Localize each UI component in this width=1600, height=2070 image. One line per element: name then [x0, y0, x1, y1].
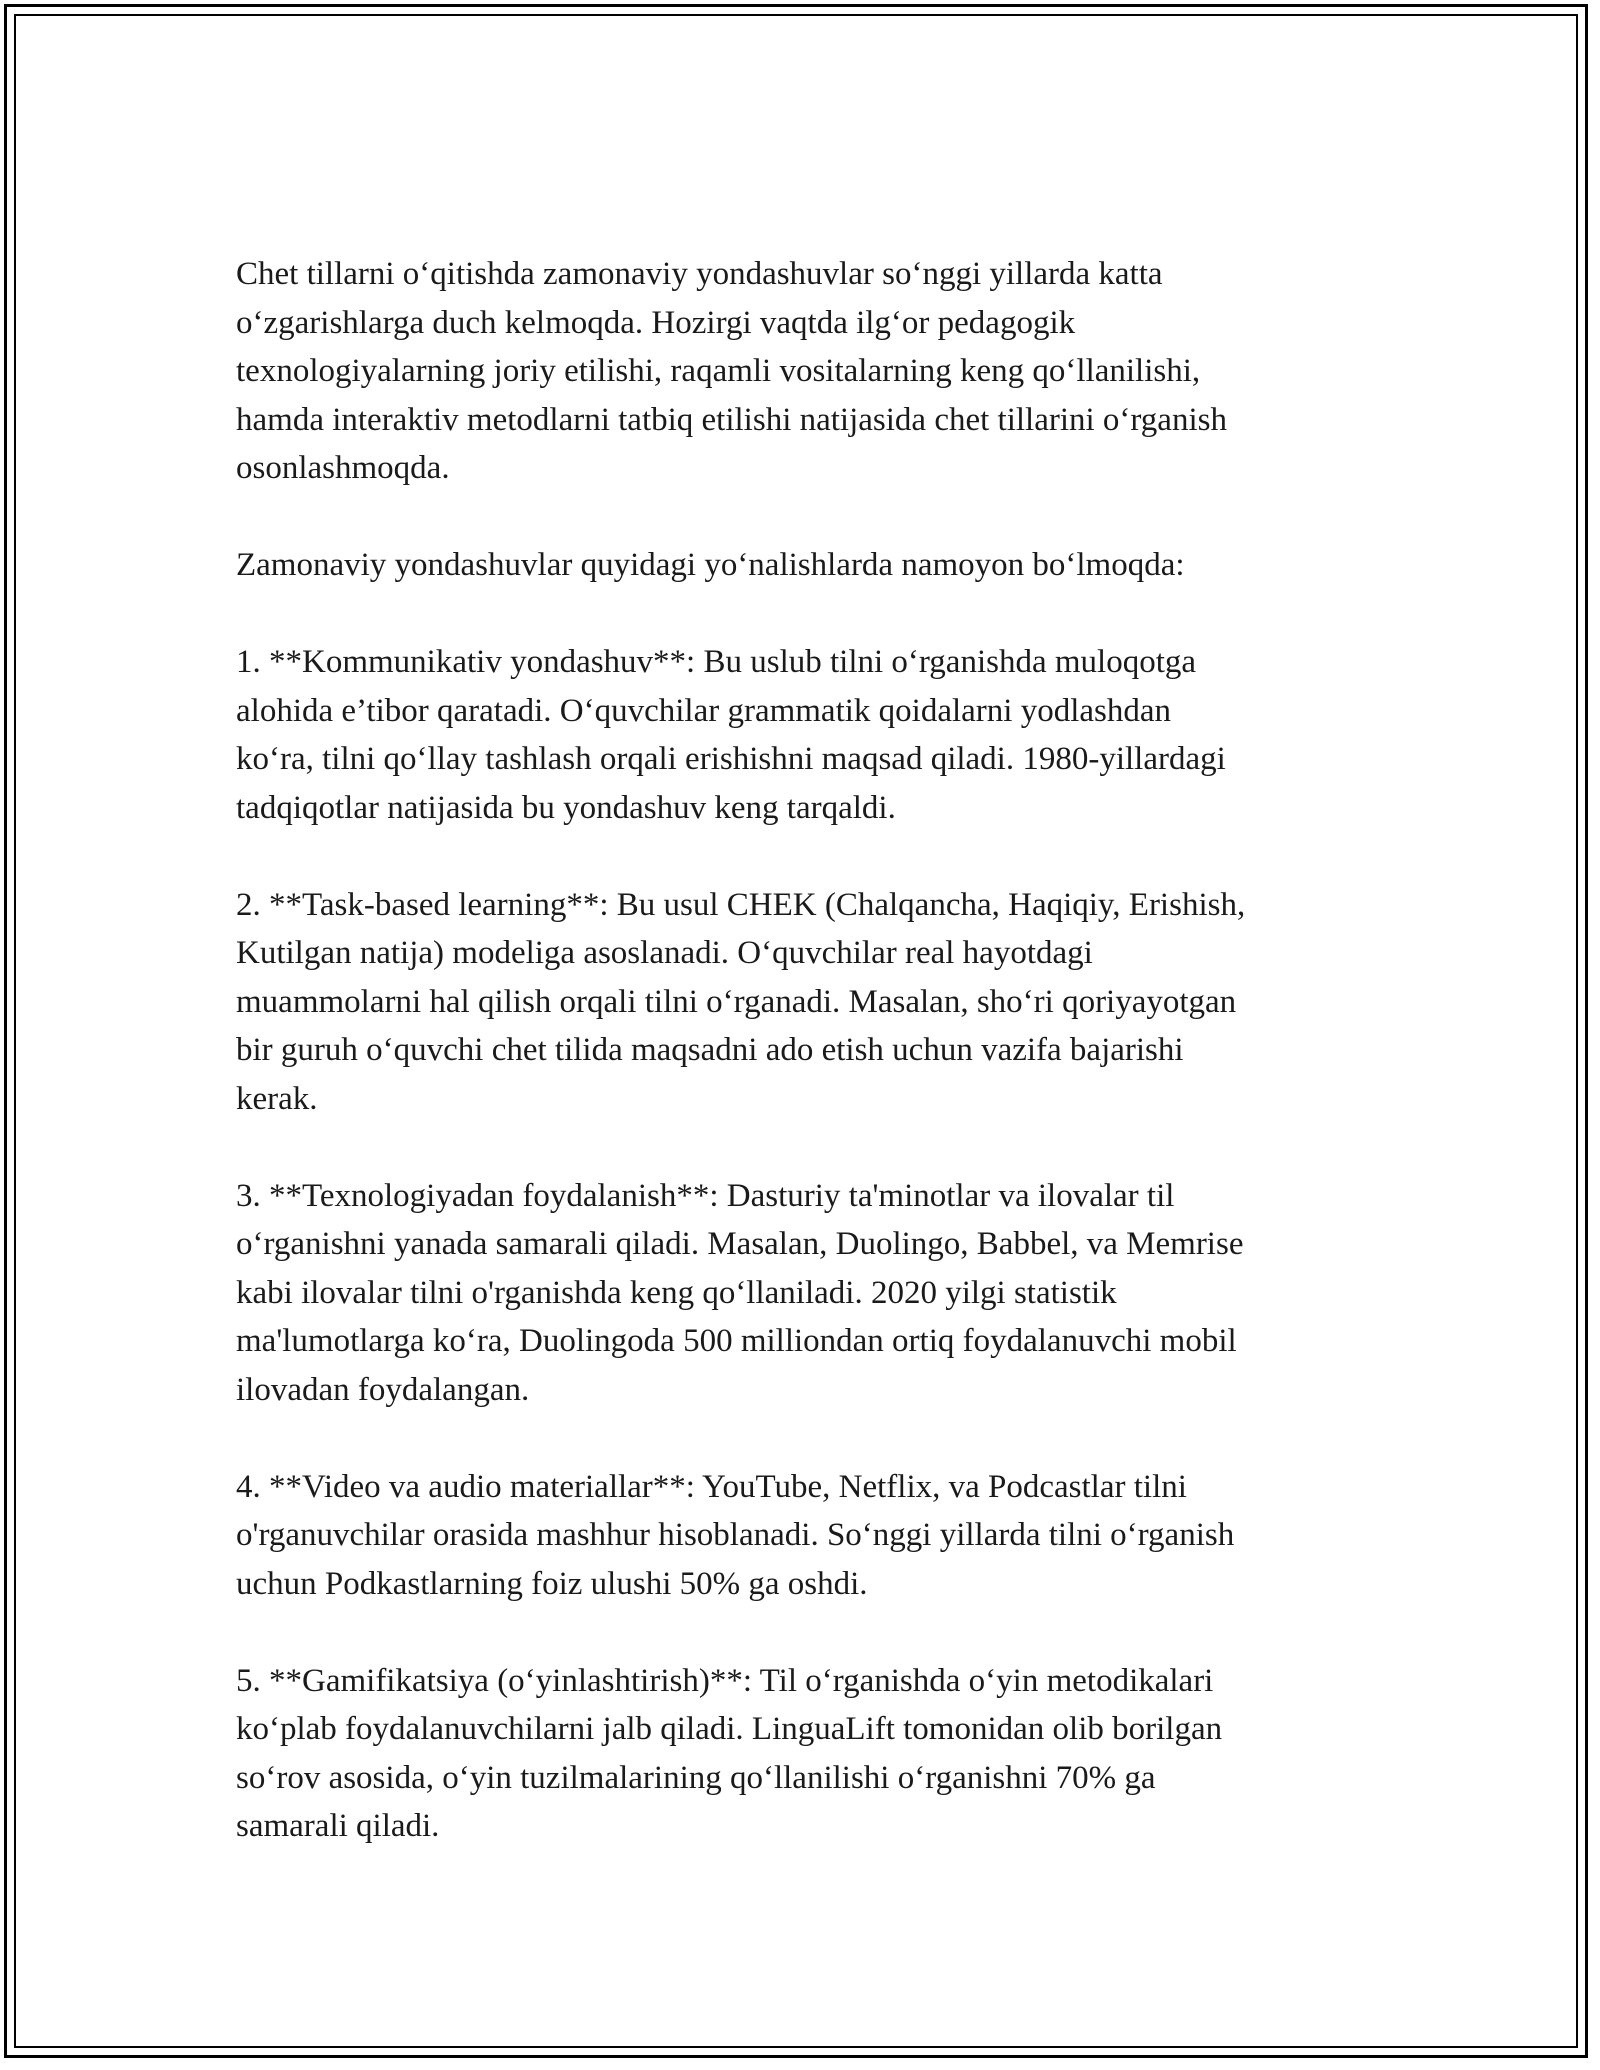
list-item-technology: 3. **Texnologiyadan foydalanish**: Dasturiy ta'minotlar va ilovalar til o‘rganishni yanada samarali qiladi. Masalan, Duolingo, Babbel, va Memrise kabi ilovalar tilni o'rganishda keng qo‘llaniladi. 2020 yilgi statistik ma'lumotlarga ko‘ra, Duolingoda 500 milliondan ortiq foydalanuvchi mobil ilovadan foydalangan. [236, 1177, 1244, 1408]
list-item-video-audio: 4. **Video va audio materiallar**: YouTube, Netflix, va Podcastlar tilni o'rganuvchilar orasida mashhur hisoblanadi. So‘nggi yillarda tilni o‘rganish uchun Podkastlarning foiz ulushi 50% ga oshdi. [236, 1468, 1235, 1602]
list-item-gamification: 5. **Gamifikatsiya (o‘yinlashtirish)**: Til o‘rganishda o‘yin metodikalari ko‘plab foydalanuvchilarni jalb qiladi. LinguaLift tomonidan olib borilgan so‘rov asosida, o‘yin tuzilmalarining qo‘llanilishi o‘rganishni 70% ga samarali qiladi. [236, 1662, 1223, 1844]
intro-paragraph: Chet tillarni o‘qitishda zamonaviy yondashuvlar so‘nggi yillarda katta o‘zgarishlarga duch kelmoqda. Hozirgi vaqtda ilg‘or pedagogik texnologiyalarning joriy etilishi, raqamli vositalarning keng qo‘llanilishi, hamda interaktiv metodlarni tatbiq etilishi natijasida chet tillarini o‘rganish osonlashmoqda. [236, 256, 1227, 486]
list-intro-paragraph: Zamonaviy yondashuvlar quyidagi yo‘nalishlarda namoyon bo‘lmoqda: [236, 547, 1185, 583]
list-item-communicative: 1. **Kommunikativ yondashuv**: Bu uslub tilni o‘rganishda muloqotga alohida e’tibor qaratadi. O‘quvchilar grammatik qoidalarni yodlashdan ko‘ra, tilni qo‘llay tashlash orqali erishishni maqsad qiladi. 1980-yillardagi tadqiqotlar natijasida bu yondashuv keng tarqaldi. [236, 644, 1226, 826]
document-body [236, 250, 1376, 1899]
list-item-task-based: 2. **Task-based learning**: Bu usul CHEK (Chalqancha, Haqiqiy, Erishish, Kutilgan natija) modeliga asoslanadi. O‘quvchilar real hayotdagi muammolarni hal qilish orqali tilni o‘rganadi. Masalan, sho‘ri qoriyayotgan bir guruh o‘quvchi chet tilida maqsadni ado etish uchun vazifa bajarishi kerak. [236, 886, 1246, 1117]
